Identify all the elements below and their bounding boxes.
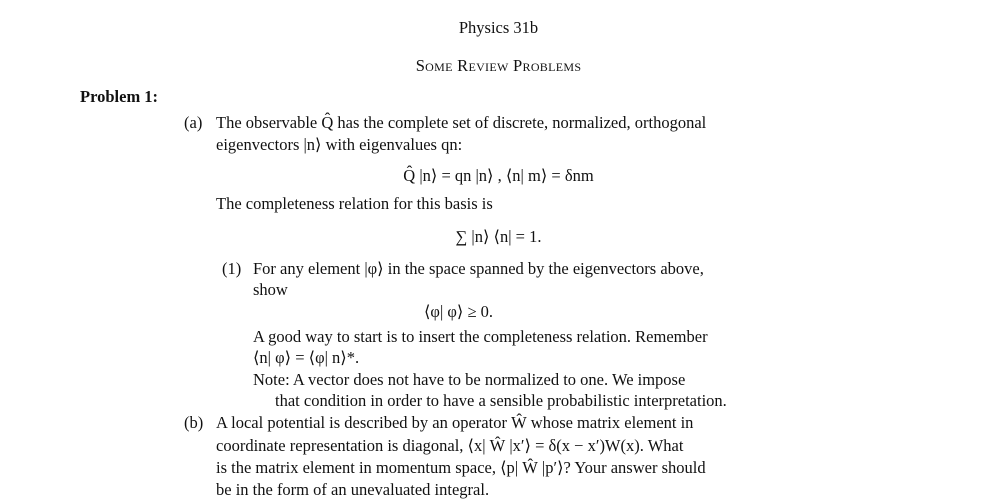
sub1-line1: For any element |φ⟩ in the space spanned by the eigenvectors above,	[253, 259, 704, 278]
part-b-label: (b)	[184, 413, 204, 432]
problem-heading: Problem 1:	[80, 87, 159, 106]
eigen-equation: Q̂ |n⟩ = qn |n⟩ , ⟨n| m⟩ = δnm	[403, 166, 594, 185]
part-b-line3: is the matrix element in momentum space, ⟨p| Ŵ |p′⟩? Your answer should	[216, 458, 706, 477]
part-b-line4: be in the form of an unevaluated integral.	[216, 480, 490, 499]
part-b-line1: A local potential is described by an operator Ŵ whose matrix element in	[216, 413, 694, 432]
norm-inequality: ⟨φ| φ⟩ ≥ 0.	[424, 302, 494, 321]
part-a-line2: eigenvectors |n⟩ with eigenvalues qn:	[216, 135, 463, 154]
part-a-label: (a)	[184, 113, 203, 132]
part-b-line2: coordinate representation is diagonal, ⟨x| Ŵ |x′⟩ = δ(x − x′)W(x). What	[216, 436, 684, 455]
hint-line2: ⟨n| φ⟩ = ⟨φ| n⟩*.	[253, 348, 360, 367]
completeness-equation: ∑ |n⟩ ⟨n| = 1.	[455, 227, 542, 246]
note-line2: that condition in order to have a sensible probabilistic interpretation.	[275, 391, 727, 410]
part-a-line1: The observable Q̂ has the complete set of discrete, normalized, orthogonal	[216, 113, 707, 132]
sub1-label: (1)	[222, 259, 242, 278]
part-a-line3: The completeness relation for this basis is	[216, 194, 493, 213]
page-subtitle: Some Review Problems	[415, 56, 582, 75]
note-line1: Note: A vector does not have to be normalized to one. We impose	[253, 370, 686, 389]
hint-line1: A good way to start is to insert the completeness relation. Remember	[253, 327, 708, 346]
sub1-line2: show	[253, 280, 288, 299]
course-title: Physics 31b	[458, 18, 539, 37]
